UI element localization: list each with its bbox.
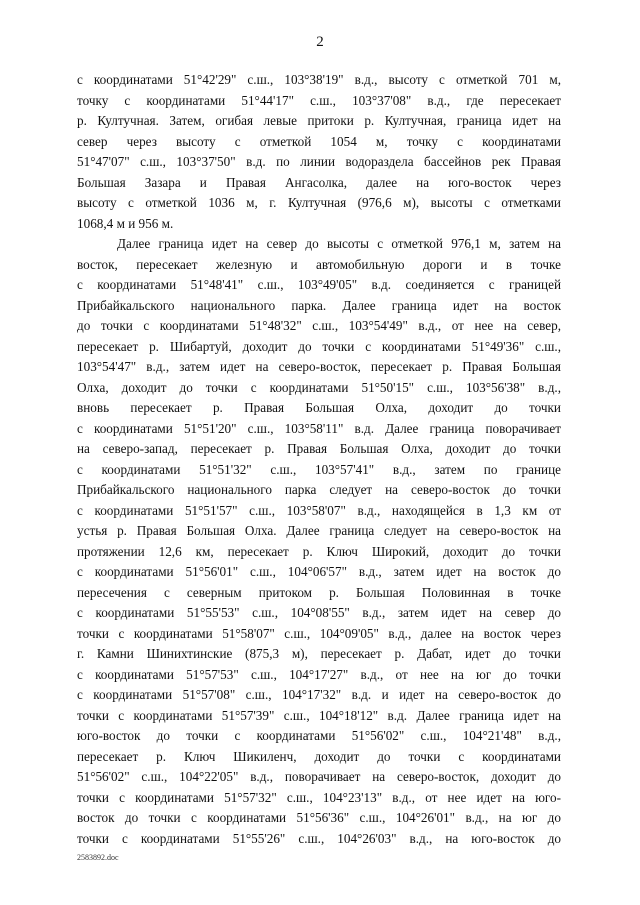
text-line: точки с координатами 51°55'26" с.ш., 104°26'03" в.д., на юго-восток до (77, 830, 561, 846)
text-line: высоту с отметкой 1036 м, г. Култучная (976,6 м), высоты с отметками (77, 195, 561, 210)
text-line: точки с координатами 51°58'07" с.ш., 104°09'05" в.д., далее на восток через (77, 625, 561, 641)
text-line: Прибайкальского национального парка. Далее граница идет на восток (77, 297, 561, 313)
document-body (77, 70, 561, 849)
text-line: устья р. Правая Большая Олха. Далее граница следует на северо-восток на (77, 523, 561, 538)
text-line: с координатами 51°55'53" с.ш., 104°08'55" в.д., затем идет на север до (77, 605, 561, 620)
text-line: с координатами 51°56'01" с.ш., 104°06'57" в.д., затем идет на восток до (77, 564, 561, 579)
footer-filename: 2583892.doc (77, 853, 119, 862)
text-line: восток, пересекает железную и автомобильную дороги и в точке (77, 256, 561, 272)
text-line: Далее граница идет на север до высоты с отметкой 976,1 м, затем на (117, 236, 561, 251)
text-line: восток до точки с координатами 51°56'36" с.ш., 104°26'01" в.д., на юг до (77, 810, 561, 825)
text-line: Олха, доходит до точки с координатами 51°50'15" с.ш., 103°56'38" в.д., (77, 379, 561, 395)
text-line: до точки с координатами 51°48'32" с.ш., 103°54'49" в.д., от нее на север, (77, 318, 561, 333)
text-line: на северо-запад, пересекает р. Правая Большая Олха, доходит до точки (77, 441, 561, 456)
text-line: с координатами 51°48'41" с.ш., 103°49'05" в.д. соединяется с границей (77, 277, 561, 292)
text-line: с координатами 51°51'57" с.ш., 103°58'07" в.д., находящейся в 1,3 км от (77, 502, 561, 518)
text-line: точку с координатами 51°44'17" с.ш., 103°37'08" в.д., где пересекает (77, 92, 561, 108)
text-line: точки с координатами 51°57'39" с.ш., 104°18'12" в.д. Далее граница идет на (77, 707, 561, 723)
text-line: с координатами 51°51'32" с.ш., 103°57'41" в.д., затем по границе (77, 461, 561, 477)
text-line: 103°54'47" в.д., затем идет на северо-восток, пересекает р. Правая Большая (77, 359, 561, 374)
text-line: юго-восток до точки с координатами 51°56'02" с.ш., 104°21'48" в.д., (77, 728, 561, 743)
text-line: протяжении 12,6 км, пересекает р. Ключ Широкий, доходит до точки (77, 543, 561, 559)
text-line: точки с координатами 51°57'32" с.ш., 104°23'13" в.д., от нее идет на юго- (77, 789, 561, 805)
text-line: р. Култучная. Затем, огибая левые притоки р. Култучная, граница идет на (77, 113, 561, 128)
paragraph (77, 70, 561, 234)
text-line: с координатами 51°51'20" с.ш., 103°58'11" в.д. Далее граница поворачивает (77, 420, 561, 436)
text-line: Прибайкальского национального парка следует на северо-восток до точки (77, 482, 561, 497)
page-number: 2 (316, 34, 324, 50)
text-line: 51°47'07" с.ш., 103°37'50" в.д. по линии водораздела бассейнов рек Правая (77, 154, 561, 169)
text-line: Большая Зазара и Правая Ангасолка, далее на юго-восток через (77, 174, 561, 190)
text-line: г. Камни Шинихтинские (875,3 м), пересекает р. Дабат, идет до точки (77, 646, 561, 661)
text-line: пересечения с северным притоком р. Большая Половинная в точке (77, 584, 561, 600)
text-line: пересекает р. Ключ Шикиленч, доходит до точки с координатами (77, 748, 561, 764)
paragraph (77, 234, 561, 849)
text-line: вновь пересекает р. Правая Большая Олха, доходит до точки (77, 400, 561, 415)
text-line: с координатами 51°57'08" с.ш., 104°17'32" в.д. и идет на северо-восток до (77, 687, 561, 702)
text-line: 1068,4 м и 956 м. (77, 215, 174, 231)
text-line: с координатами 51°57'53" с.ш., 104°17'27" в.д., от нее на юг до точки (77, 666, 561, 682)
text-line: север через высоту с отметкой 1054 м, точку с координатами (77, 133, 561, 149)
text-line: пересекает р. Шибартуй, доходит до точки с координатами 51°49'36" с.ш., (77, 338, 561, 354)
text-line: 51°56'02" с.ш., 104°22'05" в.д., поворачивает на северо-восток, доходит до (77, 769, 561, 784)
text-line: с координатами 51°42'29" с.ш., 103°38'19" в.д., высоту с отметкой 701 м, (77, 72, 561, 87)
